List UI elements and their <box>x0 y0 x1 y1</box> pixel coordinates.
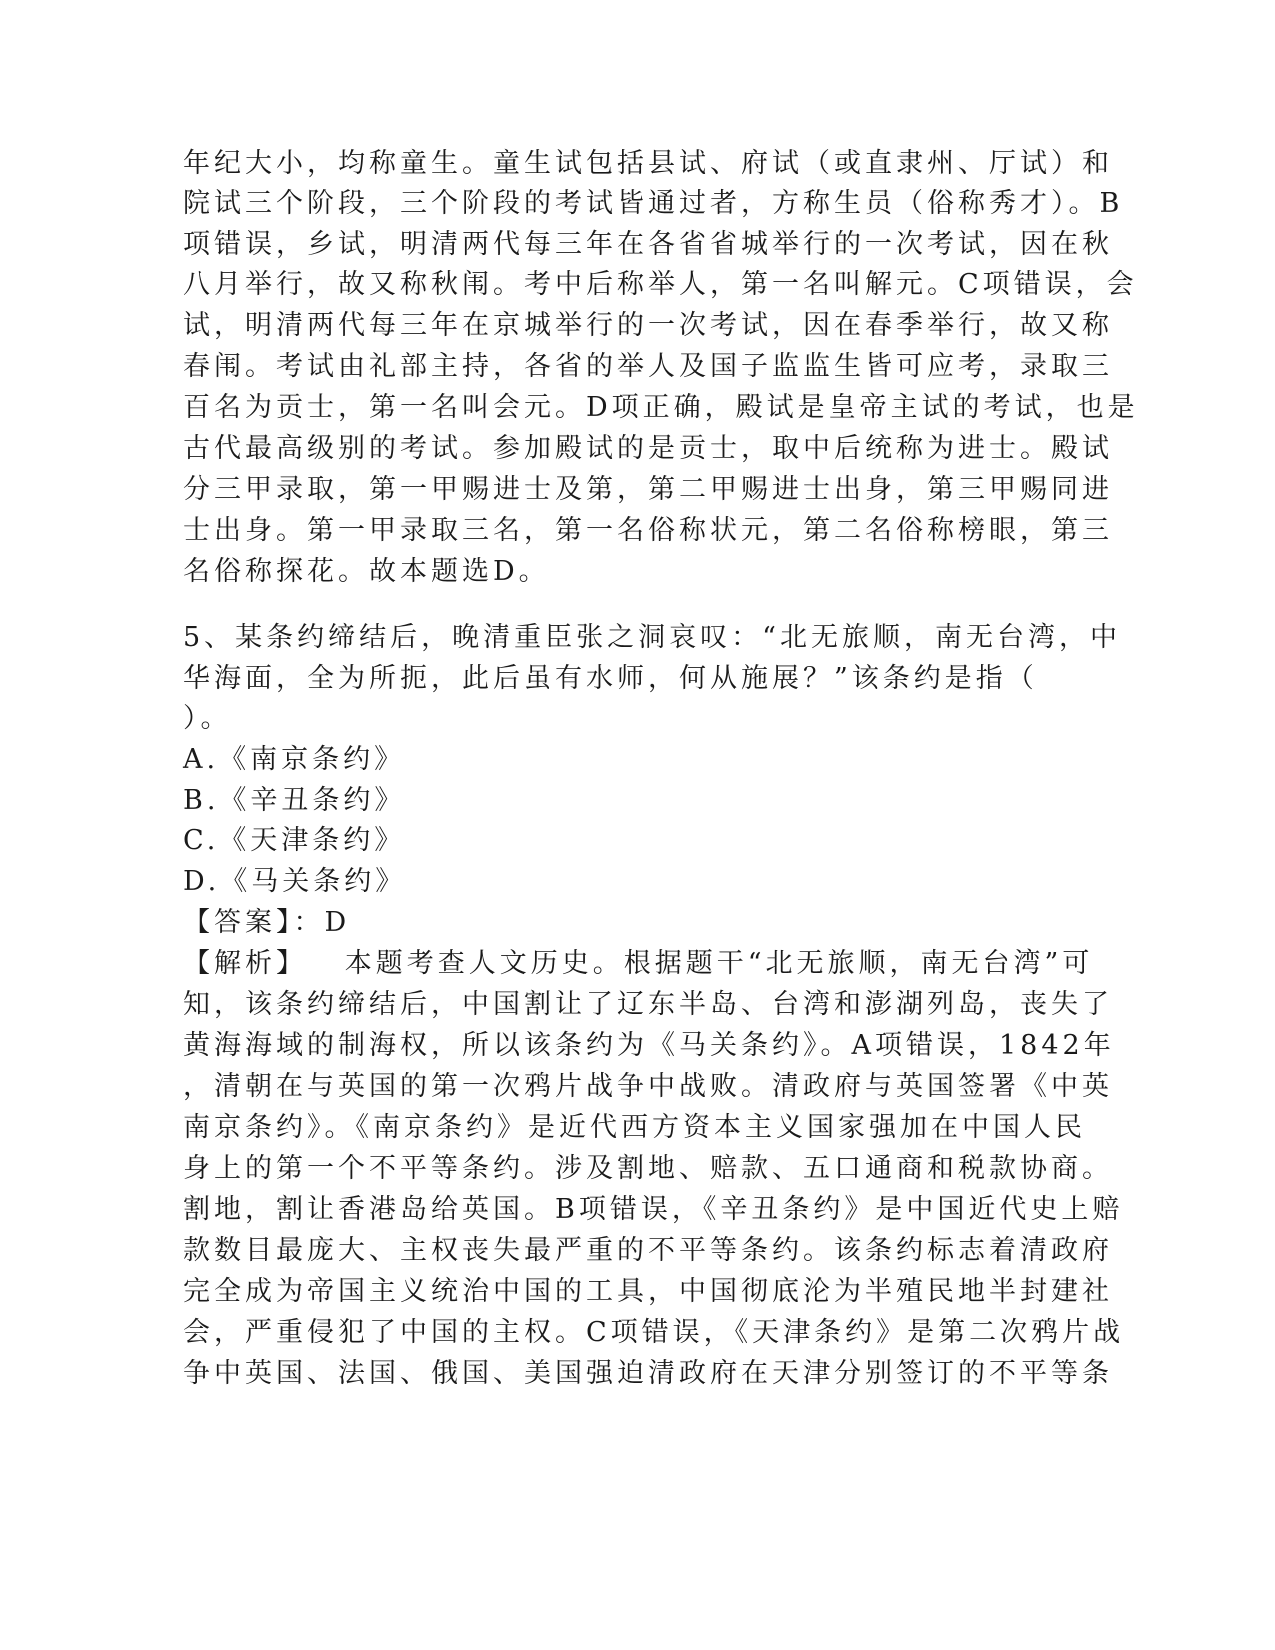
analysis-line: 争中英国、法国、俄国、美国强迫清政府在天津分别签订的不平等条 <box>183 1358 1113 1389</box>
answer-line: 【答案】：D <box>183 907 351 938</box>
option-a: A.《南京条约》 <box>183 744 406 775</box>
analysis-line: 会，严重侵犯了中国的主权。C项错误，《天津条约》是第二次鸦片战 <box>183 1317 1125 1348</box>
text-line: 八月举行，故又称秋闱。考中后称举人，第一名叫解元。C项错误，会 <box>183 269 1138 300</box>
option-d: D.《马关条约》 <box>183 866 407 897</box>
option-b: B.《辛丑条约》 <box>183 785 406 816</box>
text-line: 名俗称探花。故本题选D。 <box>183 556 550 587</box>
text-line: 百名为贡士，第一名叫会元。D项正确，殿试是皇帝主试的考试，也是 <box>183 392 1139 423</box>
text-line: 院试三个阶段，三个阶段的考试皆通过者，方称生员（俗称秀才）。B <box>183 188 1124 219</box>
text-line: 年纪大小，均称童生。童生试包括县试、府试（或直隶州、厅试）和 <box>183 148 1113 179</box>
analysis-line: 知，该条约缔结后，中国割让了辽东半岛、台湾和澎湖列岛，丧失了 <box>183 989 1113 1020</box>
analysis-line: ，清朝在与英国的第一次鸦片战争中战败。清政府与英国签署《中英 <box>183 1071 1113 1102</box>
text-line: 项错误，乡试，明清两代每三年在各省省城举行的一次考试，因在秋 <box>183 229 1113 260</box>
analysis-line: 南京条约》。《南京条约》是近代西方资本主义国家强加在中国人民 <box>183 1112 1086 1143</box>
text-line: 春闱。考试由礼部主持，各省的举人及国子监监生皆可应考，录取三 <box>183 351 1113 382</box>
question-stem-line: 华海面，全为所扼，此后虽有水师，何从施展？”该条约是指（ <box>183 663 1038 694</box>
question-stem-line: 5、某条约缔结后，晚清重臣张之洞哀叹：“北无旅顺，南无台湾，中 <box>183 622 1121 653</box>
analysis-line: 割地，割让香港岛给英国。B项错误，《辛丑条约》是中国近代史上赔 <box>183 1194 1124 1225</box>
analysis-line: 款数目最庞大、主权丧失最严重的不平等条约。该条约标志着清政府 <box>183 1235 1113 1266</box>
option-c: C.《天津条约》 <box>183 825 406 856</box>
text-line: 试，明清两代每三年在京城举行的一次考试，因在春季举行，故又称 <box>183 310 1113 341</box>
analysis-line: 【解析】 本题考查人文历史。根据题干“北无旅顺，南无台湾”可 <box>183 948 1094 979</box>
analysis-line: 黄海海域的制海权，所以该条约为《马关条约》。A项错误，1842年 <box>183 1030 1115 1061</box>
question-stem-line: ）。 <box>183 703 232 734</box>
text-line: 分三甲录取，第一甲赐进士及第，第二甲赐进士出身，第三甲赐同进 <box>183 474 1113 505</box>
text-line: 士出身。第一甲录取三名，第一名俗称状元，第二名俗称榜眼，第三 <box>183 515 1113 546</box>
text-line: 古代最高级别的考试。参加殿试的是贡士，取中后统称为进士。殿试 <box>183 433 1113 464</box>
analysis-line: 身上的第一个不平等条约。涉及割地、赔款、五口通商和税款协商。 <box>183 1153 1113 1184</box>
analysis-line: 完全成为帝国主义统治中国的工具，中国彻底沦为半殖民地半封建社 <box>183 1276 1113 1307</box>
